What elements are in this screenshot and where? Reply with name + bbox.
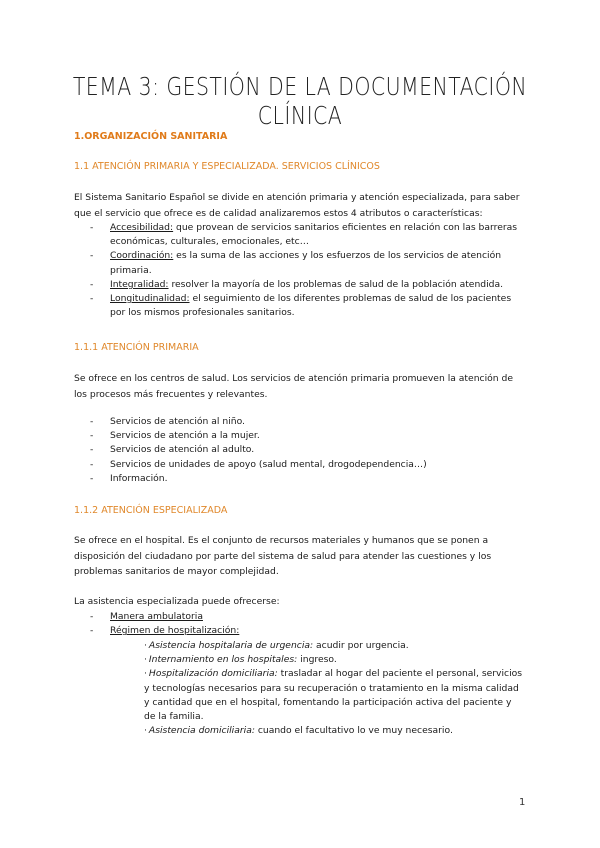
list-item: - Integralidad: resolver la mayoría de los problemas de salud de la población atendida. <box>74 278 526 292</box>
offer-intro: La asistencia especializada puede ofrecerse: <box>74 596 280 607</box>
list-item: - Coordinación: es la suma de las acciones y los esfuerzos de los servicios de atención primaria. <box>74 249 526 277</box>
page-number: 1 <box>519 797 526 808</box>
attributes-list <box>74 221 526 320</box>
list-item: - Servicios de atención a la mujer. <box>74 429 526 443</box>
list-item: - Servicios de unidades de apoyo (salud mental, drogodependencia…) <box>74 458 526 472</box>
list-item: - Longitudinalidad: el seguimiento de los diferentes problemas de salud de los pacientes por los mismos profesionales sanitarios. <box>74 292 526 320</box>
list-item: - Manera ambulatoria <box>74 610 526 624</box>
page-title: TEMA 3: GESTIÓN DE LA DOCUMENTACIÓN CLÍNICA <box>72 72 528 130</box>
list-item: - Servicios de atención al adulto. <box>74 443 526 457</box>
section-heading-organizacion: 1.ORGANIZACIÓN SANITARIA <box>74 131 228 142</box>
section-heading-atencion-especializada: 1.1.2 ATENCIÓN ESPECIALIZADA <box>74 505 228 516</box>
list-item: · Hospitalización domiciliaria: trasladar al hogar del paciente el personal, servicios y tecnologías necesarios para su recuperación o tratamiento en la misma calidad y cantidad que en el hospital, fomentando la participación activa del paciente y de la familia. <box>144 668 523 723</box>
list-item: - Régimen de hospitalización: <box>74 624 526 638</box>
list-item: · Asistencia hospitalaria de urgencia: acudir por urgencia. <box>144 640 409 651</box>
list-item: - Servicios de atención al niño. <box>74 415 526 429</box>
list-item: - Información. <box>74 472 526 486</box>
hospitalization-sublist <box>144 639 524 738</box>
section-heading-atencion-primaria-especializada: 1.1 ATENCIÓN PRIMARIA Y ESPECIALIZADA. SERVICIOS CLÍNICOS <box>74 161 380 172</box>
section-heading-atencion-primaria: 1.1.1 ATENCIÓN PRIMARIA <box>74 342 199 353</box>
list-item: - Accesibilidad: que provean de servicios sanitarios eficientes en relación con las barreras económicas, culturales, emocionales, etc… <box>74 221 526 249</box>
list-item: · Asistencia domiciliaria: cuando el facultativo lo ve muy necesario. <box>144 725 453 737</box>
modes-list <box>74 610 526 638</box>
list-item: · Internamiento en los hospitales: ingreso. <box>144 654 337 666</box>
intro-paragraph: El Sistema Sanitario Español se divide en atención primaria y atención especializada, para saber que el servicio que ofrece es de calidad analizaremos estos 4 atributos o características: <box>74 192 520 219</box>
primary-care-paragraph: Se ofrece en los centros de salud. Los servicios de atención primaria promueven la atención de los procesos más frecuentes y relevantes. <box>74 373 513 400</box>
specialized-care-paragraph: Se ofrece en el hospital. Es el conjunto de recursos materiales y humanos que se ponen a disposición del ciudadano por parte del sistema de salud para atender las cuestiones y los problemas sanitarios de mayor complejidad. <box>74 535 492 577</box>
primary-services-list <box>74 415 526 486</box>
